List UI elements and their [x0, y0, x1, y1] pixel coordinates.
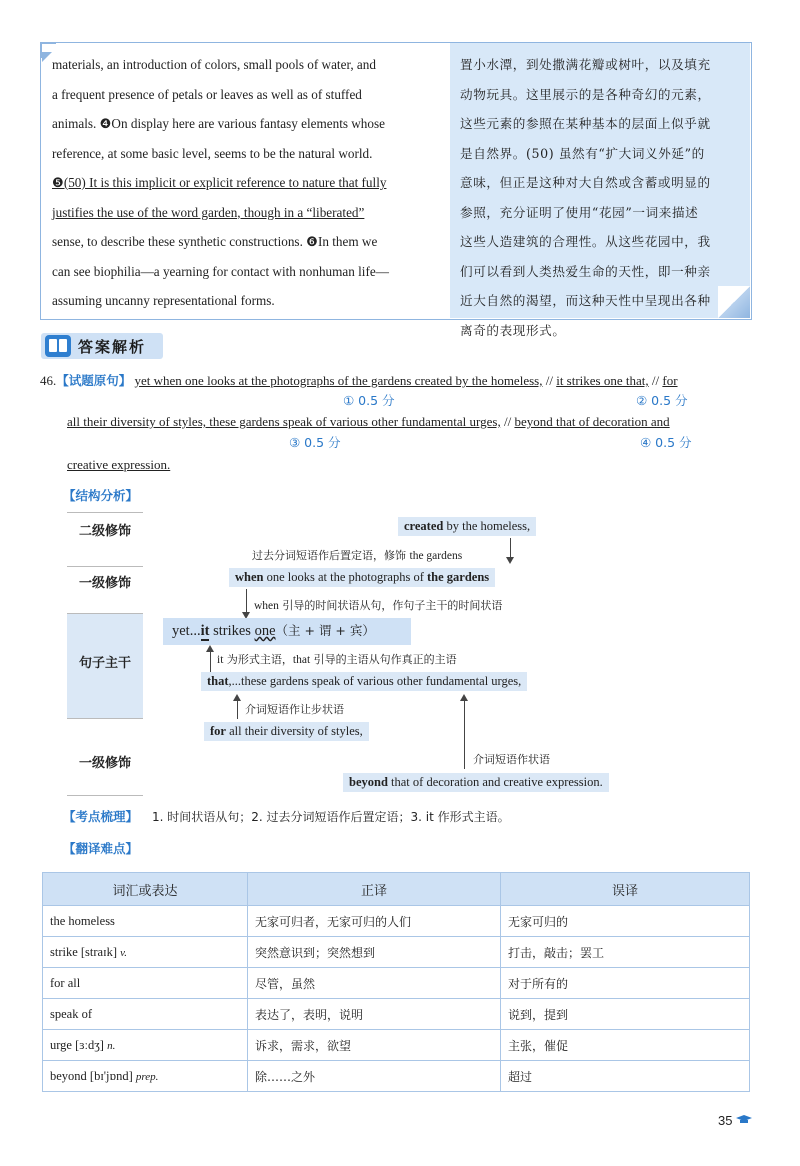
passage-line: animals. ❹On display here are various fantasy elements whose [52, 116, 385, 131]
score-3: ③ 0.5 分 [289, 435, 341, 450]
arrow-line [464, 699, 465, 769]
term-cell: the homeless [43, 906, 248, 937]
level-primary-modifier-2: 一级修饰 [78, 756, 131, 771]
translation-line: 这些元素的参照在某种基本的层面上似乎就 [460, 116, 711, 131]
passage-line: assuming uncanny representational forms. [52, 293, 275, 308]
level-divider [67, 512, 143, 513]
arrow-down-icon [506, 557, 514, 564]
object-one: one [254, 623, 276, 639]
correct-cell: 尽管，虽然 [248, 968, 501, 999]
page-number: 35 [718, 1113, 733, 1128]
points-text: 1. 时间状语从句；2. 过去分词短语作后置定语；3. it 作形式主语。 [152, 810, 510, 824]
structure-tag: 【结构分析】 [63, 488, 139, 503]
original-sentence-tag: 【试题原句】 [56, 373, 132, 388]
score-2: ② 0.5 分 [636, 393, 688, 408]
wrong-cell: 打击，敲击；罢工 [501, 937, 750, 968]
arrow-up-icon [460, 694, 468, 701]
term-cell: strike [straɪk] v. [43, 937, 248, 968]
arrow-line [246, 589, 247, 613]
passage-line: reference, at some basic level, seems to be the natural world. [52, 145, 373, 161]
wrong-cell: 主张，催促 [501, 1030, 750, 1061]
chinese-passage [460, 50, 742, 345]
box-that-clause: that,...these gardens speak of various other fundamental urges, [201, 672, 527, 691]
graduation-cap-icon [736, 1115, 752, 1124]
arrow-up-icon [233, 694, 241, 701]
score-1: ① 0.5 分 [343, 393, 395, 408]
note-when-clause: when 引导的时间状语从句，作句子主干的时间状语 [254, 599, 503, 612]
arrow-line [210, 651, 211, 673]
header-term: 词汇或表达 [43, 873, 248, 906]
translation-line: 动物玩具。这里展示的是各种奇幻的元素， [460, 86, 711, 102]
note-past-participle: 过去分词短语作后置定语，修饰 the gardens [252, 549, 463, 562]
segment-4-start: beyond that of decoration and [514, 414, 670, 429]
table-row [43, 937, 750, 968]
level-main-clause: 句子主干 [78, 656, 131, 671]
wrong-cell: 说到，提到 [501, 999, 750, 1030]
table-row [43, 906, 750, 937]
english-passage [52, 50, 440, 316]
q46-line-1 [40, 372, 678, 390]
translation-line: 离奇的表现形式。 [460, 322, 566, 338]
table-row [43, 999, 750, 1030]
level-divider [67, 795, 143, 796]
book-icon-page-left [49, 339, 57, 352]
arrow-up-icon [206, 645, 214, 652]
correct-cell: 诉求，需求，欲望 [248, 1030, 501, 1061]
translation-line: 参照，充分证明了使用“花园”一词来描述 [460, 204, 699, 220]
note-formal-subject: it 为形式主语，that 引导的主语从句作真正的主语 [217, 653, 457, 666]
arrow-line [510, 538, 511, 558]
passage-line-underlined: justifies the use of the word garden, though in a “liberated” [52, 204, 365, 220]
wrong-cell: 超过 [501, 1061, 750, 1092]
main-clause: yet...it strikes one（主 + 谓 + 宾） [172, 623, 375, 639]
segment-3-start: for [662, 373, 678, 388]
segment-4-end: creative expression. [67, 457, 171, 472]
table-row [43, 968, 750, 999]
box-created-phrase: created by the homeless, [398, 517, 536, 536]
term-cell: urge [ɜːdʒ] n. [43, 1030, 248, 1061]
header-wrong: 误译 [501, 873, 750, 906]
level-primary-modifier: 一级修饰 [78, 576, 131, 591]
passage-line: can see biophilia—a yearning for contact with nonhuman life— [52, 263, 389, 279]
table-row [43, 1061, 750, 1092]
term-cell: beyond [bɪ'jɒnd] prep. [43, 1061, 248, 1092]
subject-it: it [200, 623, 210, 639]
separator: // [545, 373, 553, 388]
segment-3: all their diversity of styles, these gardens speak of various other fundamental urges, [67, 414, 501, 429]
correct-cell: 除……之外 [248, 1061, 501, 1092]
translation-line: 们可以看到人类热爱生命的天性，即一种亲 [460, 263, 711, 279]
translation-line: 这些人造建筑的合理性。从这些花园中，我 [460, 234, 711, 249]
wrong-cell: 对于所有的 [501, 968, 750, 999]
passage-line: sense, to describe these synthetic constructions. ❻In them we [52, 234, 378, 249]
box-when-clause: when one looks at the photographs of the gardens [229, 568, 495, 587]
arrow-line [237, 699, 238, 719]
corner-triangle [42, 52, 52, 62]
translation-table [42, 872, 750, 1092]
points-tag: 【考点梳理】 [63, 809, 139, 824]
book-icon-page-right [59, 339, 67, 352]
term-cell: speak of [43, 999, 248, 1030]
score-4: ④ 0.5 分 [640, 435, 692, 450]
translation-line: 是自然界。(50) 虽然有“扩大词义外延”的 [460, 145, 705, 161]
separator: // [503, 414, 512, 429]
passage-line-underlined: ❺(50) It is this implicit or explicit reference to nature that fully [52, 175, 387, 190]
table-row [43, 1030, 750, 1061]
segment-1: yet when one looks at the photographs of the gardens created by the homeless, [134, 373, 543, 388]
section-title: 答案解析 [78, 338, 147, 356]
segment-2: it strikes one that, [556, 373, 649, 388]
translation-line: 意味，但正是这种对大自然或含蓄或明显的 [460, 175, 711, 190]
passage-line: a frequent presence of petals or leaves as well as of stuffed [52, 86, 362, 102]
q46-line-2 [67, 413, 670, 431]
box-beyond-phrase: beyond that of decoration and creative expression. [343, 773, 609, 792]
table-header-row [43, 873, 750, 906]
correct-cell: 表达了，表明，说明 [248, 999, 501, 1030]
term-cell: for all [43, 968, 248, 999]
main-clause-label: （主 + 谓 + 宾） [275, 623, 375, 638]
correct-cell: 突然意识到；突然想到 [248, 937, 501, 968]
passage-line: materials, an introduction of colors, small pools of water, and [52, 57, 376, 72]
level-divider [67, 718, 143, 719]
note-adverbial: 介词短语作状语 [473, 753, 550, 766]
points-row [63, 807, 510, 826]
wrong-cell: 无家可归的 [501, 906, 750, 937]
note-concession: 介词短语作让步状语 [245, 703, 344, 716]
level-divider [67, 566, 143, 567]
question-number: 46. [40, 373, 57, 388]
box-for-phrase: for all their diversity of styles, [204, 722, 369, 741]
translation-tag: 【翻译难点】 [63, 841, 139, 856]
translation-line: 近大自然的渴望，而这种天性中呈现出各种 [460, 293, 711, 308]
header-correct: 正译 [248, 873, 501, 906]
level-secondary-modifier: 二级修饰 [78, 524, 131, 539]
correct-cell: 无家可归者，无家可归的人们 [248, 906, 501, 937]
separator: // [651, 373, 660, 388]
translation-line: 置小水潭，到处撒满花瓣或树叶，以及填充 [460, 57, 711, 72]
